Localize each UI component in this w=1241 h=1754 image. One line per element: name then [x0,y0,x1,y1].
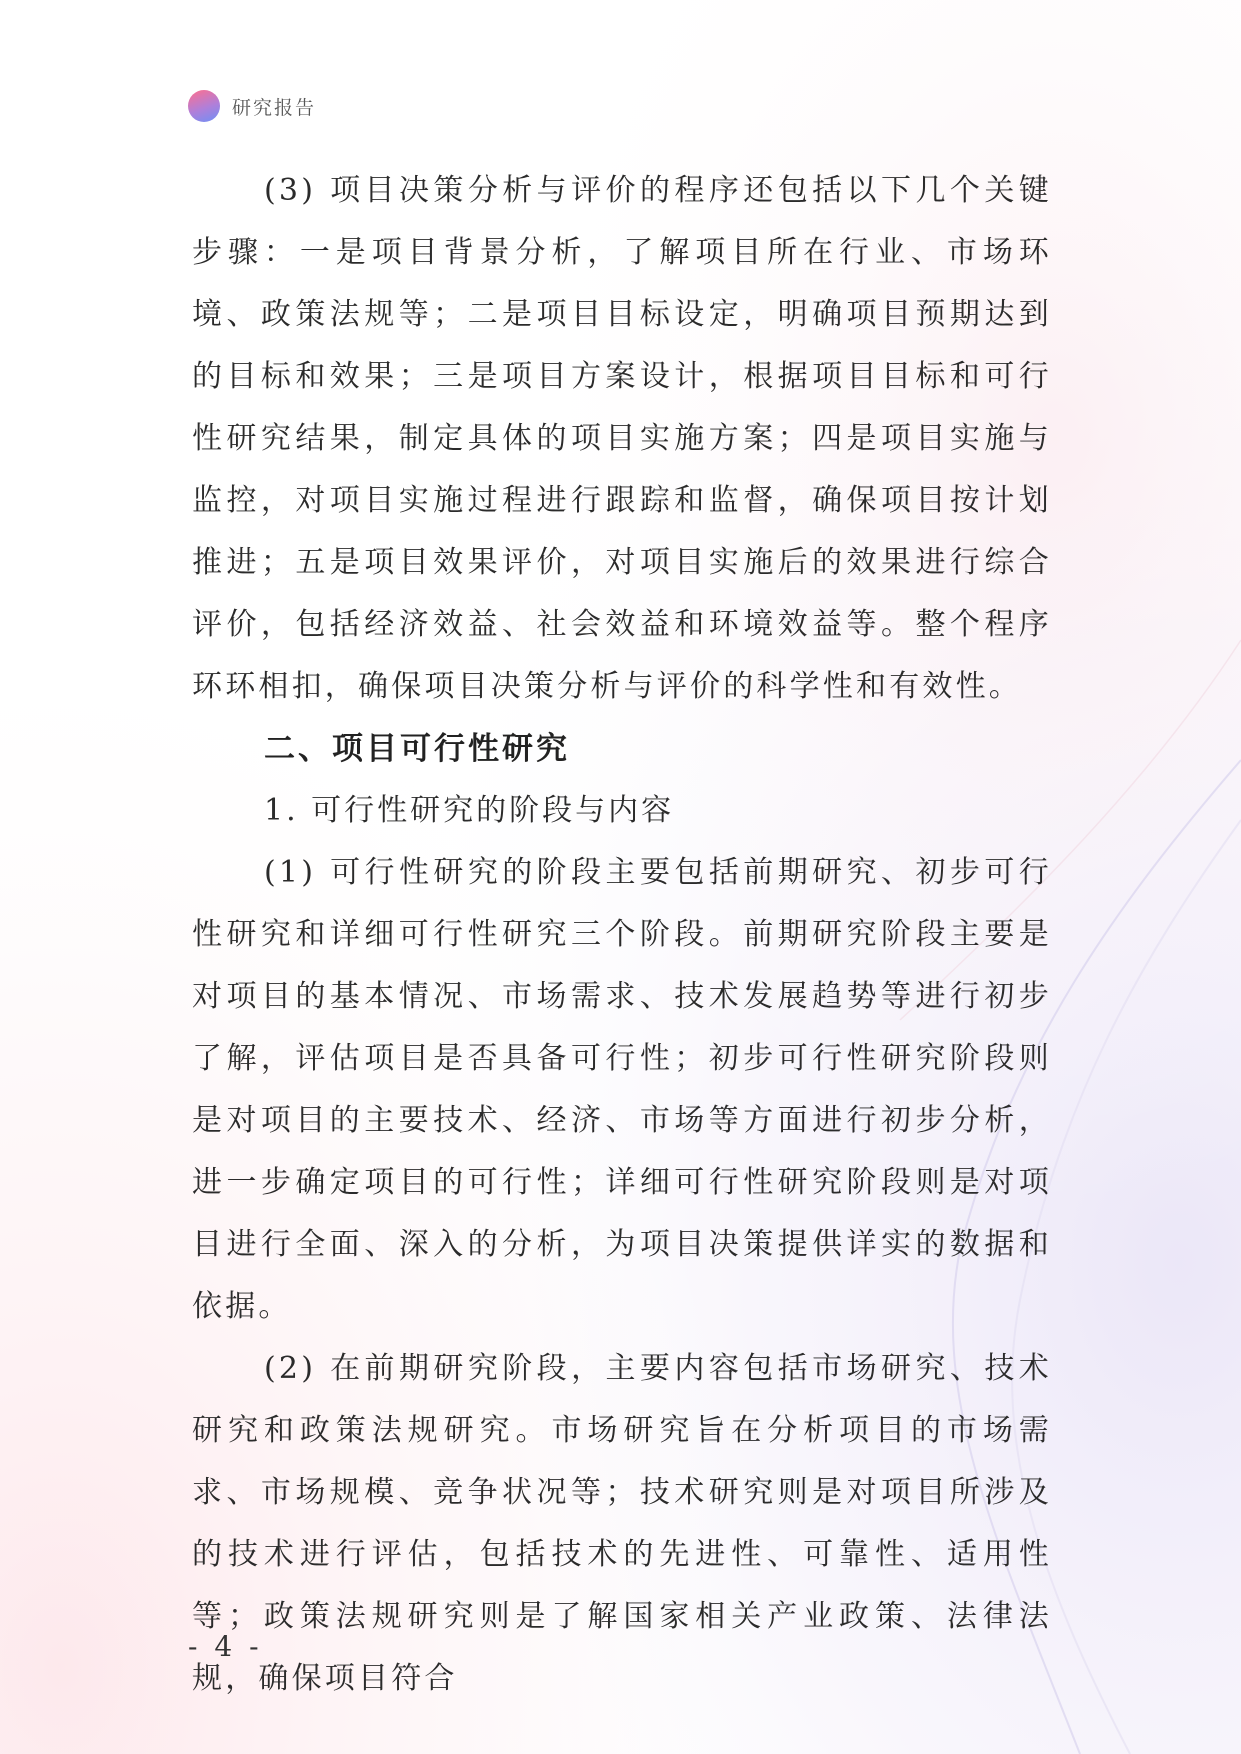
page-number: - 4 - [188,1630,263,1663]
page-header [188,90,316,122]
report-logo-icon [188,90,220,122]
header-title: 研究报告 [232,96,317,119]
paragraph-feasibility-stages: (1) 可行性研究的阶段主要包括前期研究、初步可行性研究和详细可行性研究三个阶段。前期研究阶段主要是对项目的基本情况、市场需求、技术发展趋势等进行初步了解，评估项目是否具备可行性；初步可行性研究阶段则是对项目的主要技术、经济、市场等方面进行初步分析，进一步确定项目的可行性；详细可行性研究阶段则是对项目进行全面、深入的分析，为项目决策提供详实的数据和依据。 [192,855,1052,1324]
paragraph-procedure-steps: (3) 项目决策分析与评价的程序还包括以下几个关键步骤：一是项目背景分析，了解项目所在行业、市场环境、政策法规等；二是项目目标设定，明确项目预期达到的目标和效果；三是项目方案设计，根据项目目标和可行性研究结果，制定具体的项目实施方案；四是项目实施与监控，对项目实施过程进行跟踪和监督，确保项目按计划推进；五是项目效果评价，对项目实施后的效果进行综合评价，包括经济效益、社会效益和环境效益等。整个程序环环相扣，确保项目决策分析与评价的科学性和有效性。 [192,173,1052,704]
subsection-heading: 1. 可行性研究的阶段与内容 [264,793,675,828]
document-body [192,160,1052,1710]
section-heading: 二、项目可行性研究 [264,731,570,767]
paragraph-preliminary-research: (2) 在前期研究阶段，主要内容包括市场研究、技术研究和政策法规研究。市场研究旨在分析项目的市场需求、市场规模、竞争状况等；技术研究则是对项目所涉及的技术进行评估，包括技术的先进性、可靠性、适用性等；政策法规研究则是了解国家相关产业政策、法律法规，确保项目符合 [192,1351,1052,1696]
